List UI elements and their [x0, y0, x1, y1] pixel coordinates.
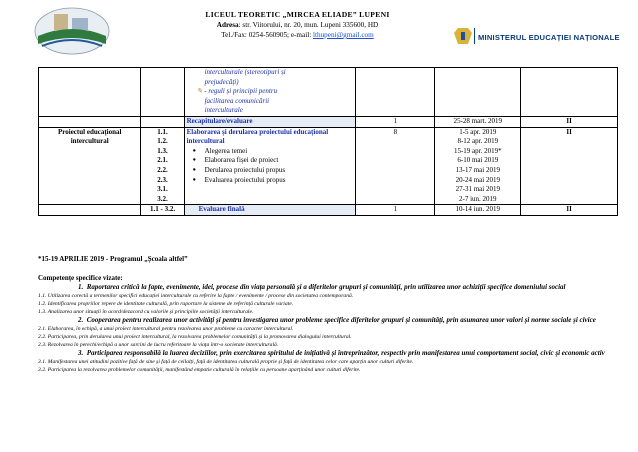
document-header: [0, 0, 638, 62]
code: 1.2.: [157, 137, 168, 146]
codes-cell: [141, 127, 184, 205]
date: 27-31 mai 2019: [455, 185, 500, 194]
competence: 2. Cooperarea pentru realizarea unor activități și pentru investigarea unor probleme specifice diferitelor grupuri și comunități, prin asumarea unor valori și norme sociale și civice: [78, 316, 596, 324]
project-title: Elaborarea și derularea proiectului educațional intercultural: [186, 127, 329, 146]
date: 8-12 apr. 2019: [457, 137, 499, 146]
table-cell: [39, 116, 141, 127]
sub-competence: 1.2. Identificarea propriilor repere de identitate culturală, prin raportare la sisteme de referință culturale variate.: [38, 301, 294, 307]
sub-competence: 1.3. Analizarea unor situații în acord/dezacord cu valorile și principiile societății interculturale.: [38, 309, 254, 315]
competence: 3. Participarea responsabilă la luarea deciziilor, prin exercitarea spiritului de inițiativă și întreprinzător, respectiv prin manifestarea unui comportament social, civic și economic activ: [78, 349, 605, 357]
code: 1.1.: [157, 127, 168, 136]
table-cell: [39, 205, 141, 216]
competences-section: [38, 255, 628, 374]
program-note: *15-19 APRILIE 2019 - Programul „Școala altfel”: [38, 255, 188, 263]
code: 1.3.: [157, 146, 168, 155]
school-name: LICEUL TEORETIC „MIRCEA ELIADE” LUPENI: [205, 10, 390, 19]
sub-competence: 3.1. Manifestarea unei atitudini pozitive față de sine și față de ceilalți, față de identitatea culturală proprie și față de identitatea celor care aparțin unor culturi diferite.: [38, 359, 414, 365]
date: 20-24 mai 2019: [455, 175, 500, 184]
content-cell: [184, 127, 356, 205]
list-item: ● Alegerea temei: [205, 147, 354, 157]
content-line: facilitarea comunicării: [204, 96, 270, 105]
school-address: Adresa: str. Viitorului, nr. 20, mun. Lupeni 335600, HD: [216, 21, 379, 29]
code: 2.3.: [157, 175, 168, 184]
content-cell: [184, 68, 356, 117]
list-item: ● Elaborarea fișei de proiect: [205, 156, 354, 166]
unit-title: Proiectul educațional intercultural: [39, 127, 141, 205]
date: 1-5 apr. 2019: [459, 127, 497, 136]
table-row: [39, 116, 618, 127]
code: 3.2.: [157, 194, 168, 203]
content-line: ✎ - reguli și principii pentru: [196, 87, 278, 96]
semester-cell: II: [521, 116, 618, 127]
ministry-name: MINISTERUL EDUCAȚIEI NAȚIONALE: [478, 33, 620, 42]
competences-title: Competențe specifice vizate:: [38, 274, 123, 282]
hours-cell: 1: [356, 205, 435, 216]
semester-cell: II: [521, 127, 618, 205]
sub-competence: 1.1. Utilizarea corectă a termenilor specifici educației interculturale cu referire la fapte / evenimente / procese din societatea contemporană.: [38, 293, 354, 299]
hours-cell: 1: [356, 116, 435, 127]
content-line: interculturale (stereotipuri și: [204, 68, 286, 76]
dates-cell: [435, 127, 521, 205]
recap-title: Recapitulare/evaluare: [184, 116, 356, 127]
sub-competence: 3.2. Participarea la rezolvarea problemelor comunității, manifestând empatie culturală în relațiile cu persoane aparținând unor culturi diferite.: [38, 367, 361, 373]
code: 2.1.: [157, 156, 168, 165]
semester-cell: II: [521, 205, 618, 216]
activity-list: [187, 147, 354, 185]
list-item: ● Derularea proiectului propus: [205, 166, 354, 176]
sub-competence: 2.2. Participarea, prin derularea unui proiect intercultural, la rezolvarea problemelor comunității și la promovarea dialogului intercultural.: [38, 334, 352, 340]
table-row: [39, 68, 618, 117]
email-link[interactable]: lthupeni@gmail.com: [313, 31, 374, 39]
table-cell: [435, 68, 521, 117]
table-cell: [39, 68, 141, 117]
table-row: [39, 205, 618, 216]
curriculum-table: [38, 67, 618, 216]
dates-cell: 10-14 iun. 2019: [435, 205, 521, 216]
date: 6-10 mai 2019: [457, 156, 499, 165]
content-line: interculturale: [204, 106, 243, 115]
code: 2.2.: [157, 165, 168, 174]
sub-competence: 2.1. Elaborarea, în echipă, a unui proiect intercultural pentru rezolvarea unor probleme cu caracter intercultural.: [38, 326, 294, 332]
final-eval-title: Evaluare finală: [184, 205, 356, 216]
school-contact: Tel./Fax: 0254-560905; e-mail: lthupeni@gmail.com: [221, 31, 374, 39]
pencil-icon: ✎: [196, 87, 203, 96]
content-line: prejudecăți): [204, 77, 239, 86]
date: 2-7 iun. 2019: [459, 194, 497, 203]
table-row: [39, 127, 618, 205]
date: 13-17 mai 2019: [455, 165, 500, 174]
table-cell: [141, 116, 184, 127]
table-cell: [521, 68, 618, 117]
school-logo: [32, 4, 112, 58]
list-item: ● Evaluarea proiectului propus: [205, 176, 354, 186]
dates-cell: 25-28 mart. 2019: [435, 116, 521, 127]
sub-competence: 2.3. Rezolvarea în perechi/echipă a unor sarcini de lucru referitoare la viața într-o societate interculturală.: [38, 342, 279, 348]
competence: 1. Raportarea critică la fapte, evenimente, idei, procese din viața personală și a diferitelor grupuri și comunități, prin utilizarea unor achiziții specifice domeniului social: [78, 283, 566, 291]
table-cell: [356, 68, 435, 117]
table-cell: [141, 68, 184, 117]
school-info: [180, 10, 415, 40]
date: 15-19 apr. 2019*: [453, 146, 502, 155]
hours-cell: 8: [356, 127, 435, 205]
codes-cell: 1.1 - 3.2.: [141, 205, 184, 216]
code: 3.1.: [157, 185, 168, 194]
